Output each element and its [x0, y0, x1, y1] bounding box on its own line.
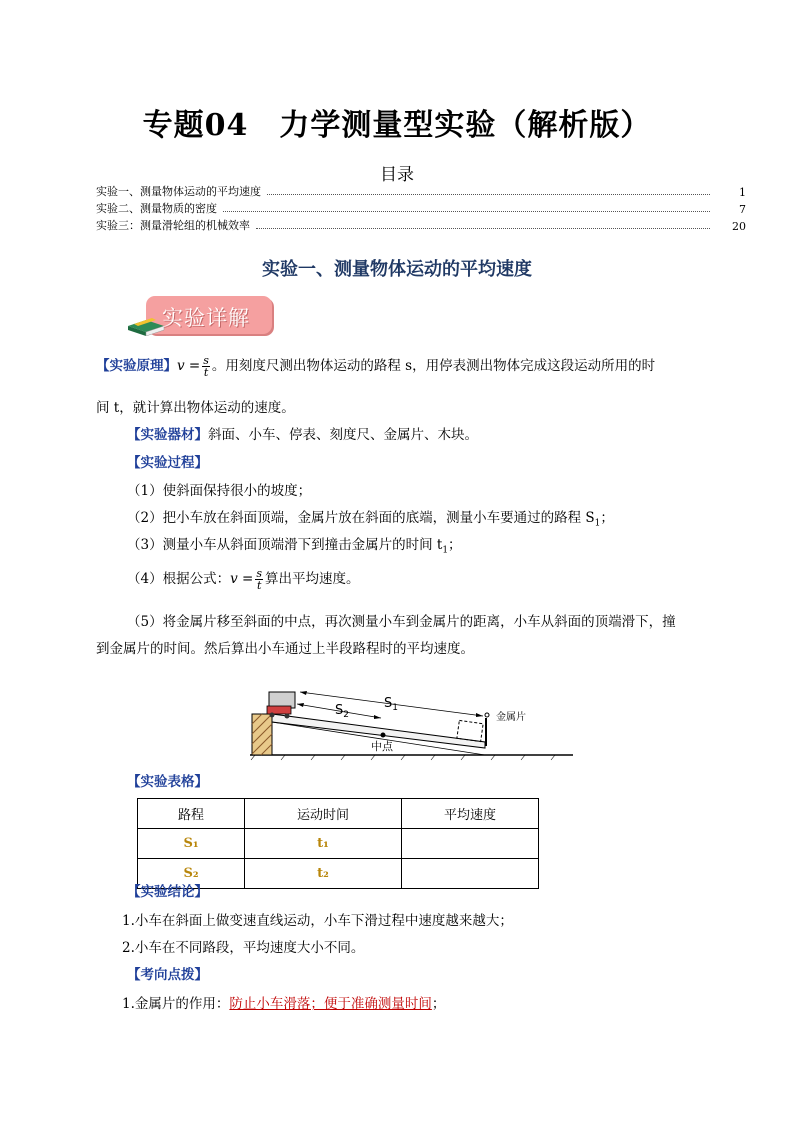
tips-tag: [127, 965, 731, 985]
toc-leader: [267, 194, 710, 195]
s2-arrow-right: [374, 715, 381, 719]
banner-label: 实验详解: [162, 306, 250, 330]
toc-item-page: 7: [739, 203, 746, 216]
table-cell: t₁: [245, 829, 402, 859]
s2-label: $S_2$: [335, 703, 349, 720]
table-header: 平均速度: [402, 799, 539, 829]
toc-item-label: 实验二、测量物质的密度: [96, 202, 217, 215]
formula-denominator: t: [256, 579, 262, 592]
tips-1-end: ；: [431, 996, 446, 1012]
step-4-end: 算出平均速度。: [264, 571, 360, 587]
table-cell: [402, 829, 539, 859]
incline-figure: [245, 670, 575, 762]
process-step-1: （1）使斜面保持很小的坡度；: [127, 483, 312, 499]
toc-item[interactable]: [96, 183, 746, 199]
toc-item-page: 20: [732, 220, 746, 233]
step-2-sub: 1: [594, 518, 601, 529]
toc-item-label: 实验三：测量滑轮组的机械效率: [96, 219, 250, 232]
process-tag: [127, 453, 731, 473]
s1-label: $S_1$: [384, 696, 398, 713]
section-banner: [126, 294, 276, 336]
tips-tag-label: 【考向点拨】: [127, 967, 208, 983]
table-cell: S₂: [138, 859, 245, 889]
table-cell: t₂: [245, 859, 402, 889]
table-header: 运动时间: [245, 799, 402, 829]
conclusion-tag-label: 【实验结论】: [127, 884, 208, 900]
conclusion-tag: [127, 882, 731, 902]
process-step-5a: （5）将金属片移至斜面的中点，再次测量小车到金属片的距离，小车从斜面的顶端滑下，撞: [127, 614, 676, 630]
metal-plate-top: [485, 713, 489, 717]
equipment-tag: 【实验器材】: [127, 427, 208, 443]
principle-line-1: [96, 355, 700, 378]
cart-wheel: [270, 713, 275, 718]
toc-item-label: 实验一、测量物体运动的平均速度: [96, 185, 261, 198]
formula-denominator: t: [203, 366, 209, 379]
s2-arrow-left: [297, 703, 304, 707]
midpoint-dot: [381, 733, 386, 738]
cart: [269, 692, 295, 708]
cart-base: [267, 706, 291, 714]
metal-label: 金属片: [496, 712, 526, 723]
process-tag-label: 【实验过程】: [127, 455, 208, 471]
book-icon: [126, 312, 166, 336]
page-title: 专题04 力学测量型实验（解析版）: [142, 108, 652, 143]
toc-item[interactable]: [96, 200, 746, 216]
cart-wheel: [285, 714, 290, 719]
toc-leader: [223, 211, 710, 212]
step-2-end: ；: [600, 510, 614, 526]
midpoint-label: 中点: [371, 740, 393, 753]
principle-tag: 【实验原理】: [96, 358, 177, 374]
s1-arrow-right: [476, 713, 483, 717]
formula-fraction: [255, 568, 263, 591]
step-3-sub: 1: [442, 545, 449, 556]
process-step-5b: 到金属片的时间。然后算出小车通过上半段路程时的平均速度。: [96, 641, 474, 657]
s1-arrow-left: [300, 691, 307, 695]
table-tag-label: 【实验表格】: [127, 774, 208, 790]
principle-line-2: 间 t，就计算出物体运动的速度。: [96, 400, 295, 416]
formula-lhs: v =: [230, 571, 254, 587]
tips-1: [122, 994, 726, 1014]
toc-heading: 目录: [380, 165, 414, 185]
formula-numerator: s: [203, 354, 209, 367]
step-2-text: （2）把小车放在斜面顶端，金属片放在斜面的底端，测量小车要通过的路程 S: [127, 510, 595, 526]
process-step-4: [127, 568, 731, 591]
tips-1-answer: 防止小车滑落；便于准确测量时间: [229, 996, 432, 1012]
formula-fraction: [202, 355, 210, 378]
toc-item[interactable]: [96, 217, 746, 233]
process-step-3: [127, 535, 731, 561]
step-4-text: （4）根据公式：: [127, 571, 231, 587]
equipment-line: [127, 425, 731, 445]
table-header-row: [138, 799, 539, 829]
data-table: [137, 798, 539, 889]
toc-item-page: 1: [739, 186, 746, 199]
conclusion-2: 2.小车在不同路段，平均速度大小不同。: [122, 940, 365, 956]
process-step-2: [127, 508, 731, 534]
toc-leader: [256, 228, 710, 229]
formula-numerator: s: [256, 567, 262, 580]
step-3-end: ；: [448, 537, 462, 553]
conclusion-1: 1.小车在斜面上做变速直线运动，小车下滑过程中速度越来越大；: [122, 913, 513, 929]
principle-text: 。用刻度尺测出物体运动的路程 s，用停表测出物体完成这段运动所用的时: [211, 358, 656, 374]
table-cell: S₁: [138, 829, 245, 859]
step-3-text: （3）测量小车从斜面顶端滑下到撞击金属片的时间 t: [127, 537, 443, 553]
cart-dashed: [457, 720, 483, 741]
table-tag: [127, 772, 731, 792]
equipment-text: 斜面、小车、停表、刻度尺、金属片、木块。: [208, 427, 478, 443]
section-title: 实验一、测量物体运动的平均速度: [262, 259, 532, 280]
table-row: [138, 829, 539, 859]
formula-lhs: v =: [177, 358, 201, 374]
tips-1-text: 1.金属片的作用：: [122, 996, 230, 1012]
table-header: 路程: [138, 799, 245, 829]
